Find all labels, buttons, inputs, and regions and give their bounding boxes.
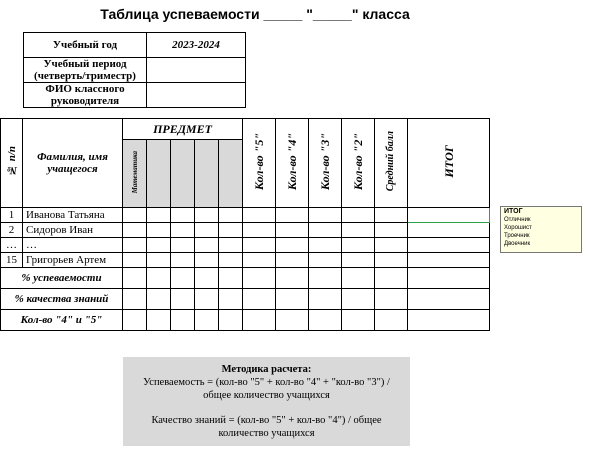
method-title: Методика расчета:: [221, 364, 312, 375]
dropdown-option-average[interactable]: Троечник: [504, 233, 530, 239]
student-row: [1, 223, 490, 238]
summary-cell[interactable]: [219, 268, 243, 289]
summary-cell[interactable]: [408, 268, 490, 289]
summary-label-quality: % качества знаний: [1, 289, 123, 310]
student-row: [1, 238, 490, 253]
header-subject-group: ПРЕДМЕТ: [123, 119, 243, 140]
grade-cell[interactable]: [219, 208, 243, 223]
grade-cell[interactable]: [171, 223, 195, 238]
summary-cell[interactable]: [219, 289, 243, 310]
grade-cell[interactable]: [147, 253, 171, 268]
avg-cell[interactable]: [375, 253, 408, 268]
student-row: [1, 253, 490, 268]
count-cell[interactable]: [309, 208, 342, 223]
info-label-period: Учебный период (четверть/триместр): [24, 58, 147, 83]
dropdown-option-excellent[interactable]: Отличник: [504, 217, 531, 223]
header-total: ИТОГ: [408, 119, 490, 208]
count-cell[interactable]: [276, 223, 309, 238]
summary-cell[interactable]: [375, 289, 408, 310]
count-cell[interactable]: [276, 208, 309, 223]
summary-cell[interactable]: [195, 310, 219, 331]
header-count3: Кол-во "3": [309, 119, 342, 208]
info-value-teacher[interactable]: [147, 83, 246, 108]
summary-cell[interactable]: [342, 289, 375, 310]
grade-cell[interactable]: [147, 223, 171, 238]
summary-cell[interactable]: [342, 310, 375, 331]
total-cell-selected[interactable]: [408, 208, 490, 223]
student-name[interactable]: Сидоров Иван: [23, 223, 123, 238]
count-cell[interactable]: [309, 238, 342, 253]
summary-row: [1, 268, 490, 289]
student-num: 2: [1, 223, 23, 238]
student-num: 15: [1, 253, 23, 268]
subject-1[interactable]: Математика: [123, 140, 147, 208]
count-cell[interactable]: [342, 238, 375, 253]
avg-cell[interactable]: [375, 208, 408, 223]
summary-cell[interactable]: [171, 310, 195, 331]
header-name: Фамилия, имя учащегося: [23, 119, 123, 208]
summary-cell[interactable]: [123, 268, 147, 289]
summary-cell[interactable]: [123, 310, 147, 331]
summary-cell[interactable]: [171, 289, 195, 310]
count-cell[interactable]: [342, 223, 375, 238]
avg-cell[interactable]: [375, 223, 408, 238]
count-cell[interactable]: [342, 208, 375, 223]
summary-cell[interactable]: [408, 289, 490, 310]
method-formula-success: Успеваемость = (кол-во "5" + кол-во "4" + "кол-во "3") / общее количество учащихся: [143, 377, 390, 401]
grade-cell[interactable]: [147, 238, 171, 253]
info-value-year[interactable]: 2023-2024: [147, 33, 246, 58]
grade-cell[interactable]: [195, 253, 219, 268]
info-label-year: Учебный год: [24, 33, 147, 58]
summary-cell[interactable]: [309, 268, 342, 289]
summary-cell[interactable]: [147, 268, 171, 289]
summary-cell[interactable]: [219, 310, 243, 331]
count-cell[interactable]: [243, 223, 276, 238]
grades-table: [0, 118, 490, 331]
grade-cell[interactable]: [123, 223, 147, 238]
count-cell[interactable]: [243, 253, 276, 268]
total-cell[interactable]: [408, 253, 490, 268]
count-cell[interactable]: [276, 238, 309, 253]
summary-row: [1, 310, 490, 331]
count-cell[interactable]: [243, 208, 276, 223]
summary-cell[interactable]: [342, 268, 375, 289]
grade-cell[interactable]: [123, 238, 147, 253]
grade-cell[interactable]: [171, 253, 195, 268]
page-title: Таблица успеваемости _____ "_____" класса: [100, 6, 410, 22]
subject-2[interactable]: [147, 140, 171, 208]
header-count5: Кол-во "5": [243, 119, 276, 208]
summary-cell[interactable]: [123, 289, 147, 310]
method-formula-quality: Качество знаний = (кол-во "5" + кол-во "4") / общее количество учащихся: [151, 415, 382, 439]
total-cell[interactable]: [408, 223, 490, 238]
summary-row: [1, 289, 490, 310]
header-num: № п/п: [1, 119, 23, 208]
summary-cell[interactable]: [276, 268, 309, 289]
subject-5[interactable]: [219, 140, 243, 208]
summary-cell[interactable]: [195, 268, 219, 289]
summary-cell[interactable]: [195, 289, 219, 310]
student-num: 1: [1, 208, 23, 223]
count-cell[interactable]: [309, 223, 342, 238]
info-table: [23, 32, 246, 108]
summary-cell[interactable]: [243, 268, 276, 289]
info-value-period[interactable]: [147, 58, 246, 83]
summary-cell[interactable]: [375, 268, 408, 289]
summary-label-count45: Кол-во "4" и "5": [1, 310, 123, 331]
header-count2: Кол-во "2": [342, 119, 375, 208]
info-label-teacher: ФИО классного руководителя: [24, 83, 147, 108]
student-name[interactable]: …: [23, 238, 123, 253]
summary-cell[interactable]: [276, 289, 309, 310]
grade-cell[interactable]: [195, 223, 219, 238]
count-cell[interactable]: [243, 238, 276, 253]
summary-cell[interactable]: [309, 289, 342, 310]
dropdown-option-good[interactable]: Хорошист: [504, 225, 532, 231]
summary-cell[interactable]: [375, 310, 408, 331]
subject-4[interactable]: [195, 140, 219, 208]
grade-cell[interactable]: [123, 253, 147, 268]
grade-cell[interactable]: [219, 253, 243, 268]
student-name[interactable]: Григорьев Артем: [23, 253, 123, 268]
dropdown-title: ИТОГ: [504, 208, 523, 215]
student-num: …: [1, 238, 23, 253]
summary-cell[interactable]: [147, 310, 171, 331]
grade-cell[interactable]: [219, 223, 243, 238]
summary-cell[interactable]: [243, 289, 276, 310]
summary-cell[interactable]: [171, 268, 195, 289]
avg-cell[interactable]: [375, 238, 408, 253]
count-cell[interactable]: [342, 253, 375, 268]
summary-label-success: % успеваемости: [1, 268, 123, 289]
grade-cell[interactable]: [171, 238, 195, 253]
header-count4: Кол-во "4": [276, 119, 309, 208]
total-cell[interactable]: [408, 238, 490, 253]
grade-cell[interactable]: [195, 238, 219, 253]
summary-cell[interactable]: [309, 310, 342, 331]
grade-cell[interactable]: [123, 208, 147, 223]
grade-cell[interactable]: [219, 238, 243, 253]
summary-cell[interactable]: [147, 289, 171, 310]
subject-3[interactable]: [171, 140, 195, 208]
summary-cell[interactable]: [408, 310, 490, 331]
grade-cell[interactable]: [171, 208, 195, 223]
grade-cell[interactable]: [195, 208, 219, 223]
method-box: [123, 357, 410, 446]
student-row: [1, 208, 490, 223]
count-cell[interactable]: [276, 253, 309, 268]
header-avg: Средний балл: [375, 119, 408, 208]
grade-cell[interactable]: [147, 208, 171, 223]
total-dropdown-list[interactable]: [500, 206, 582, 253]
count-cell[interactable]: [309, 253, 342, 268]
summary-cell[interactable]: [243, 310, 276, 331]
dropdown-option-poor[interactable]: Двоечник: [504, 241, 531, 247]
summary-cell[interactable]: [276, 310, 309, 331]
student-name[interactable]: Иванова Татьяна: [23, 208, 123, 223]
